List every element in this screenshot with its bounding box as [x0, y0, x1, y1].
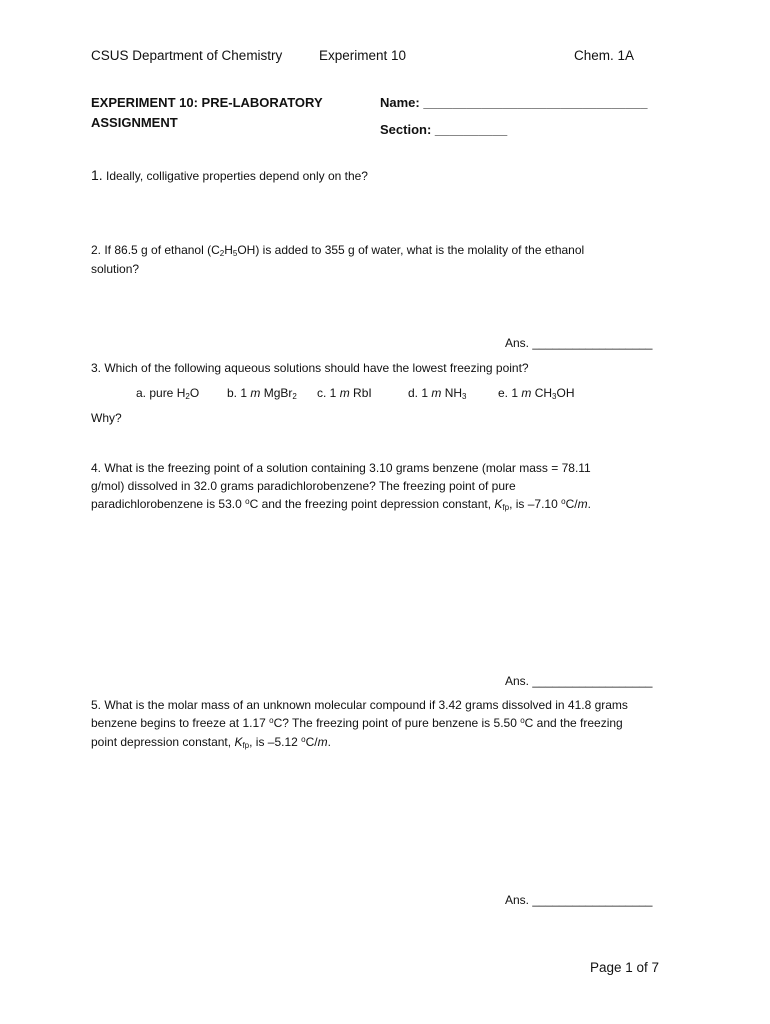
q4-l3-e: .: [587, 497, 591, 511]
q2-mid-1: H: [224, 243, 233, 257]
answer-blank-2[interactable]: Ans. __________________: [505, 336, 653, 350]
question-5-line-3: [91, 733, 331, 752]
q3-d-text: d. 1: [408, 386, 432, 400]
question-2-line-1: [91, 241, 584, 260]
q3-a-sub: 2: [185, 392, 190, 401]
q3-a-end: O: [189, 386, 200, 400]
header-department: CSUS Department of Chemistry: [91, 48, 283, 63]
q3-e-end: CH: [531, 386, 553, 400]
question-3: 3. Which of the following aqueous solutions should have the lowest freezing point?: [91, 361, 529, 375]
q4-deg-2: o: [561, 497, 566, 506]
q3-e-unit: m: [521, 386, 532, 400]
q5-deg-3: o: [301, 735, 306, 744]
q3-c-text: c. 1: [317, 386, 340, 400]
q3-e-text: e. 1: [498, 386, 522, 400]
q2-prefix: 2. If 86.5 g of ethanol (C: [91, 243, 220, 257]
question-3-why: Why?: [91, 411, 122, 425]
q3-d-end: NH: [441, 386, 463, 400]
question-1: [91, 166, 368, 186]
q3-c-unit: m: [339, 386, 350, 400]
q5-l2-a: benzene begins to freeze at 1.17: [91, 716, 270, 730]
q2-mid-2: OH) is added to 355 g of water, what is the molality of the ethanol: [237, 243, 585, 257]
q4-l3-d: C/: [565, 497, 578, 511]
q3-c-end: RbI: [349, 386, 372, 400]
q3-option-c: [317, 384, 372, 403]
q3-b-text: b. 1: [227, 386, 251, 400]
q5-l3-b: , is –5.12: [249, 735, 302, 749]
q3-option-e: [498, 384, 574, 403]
q5-unit: m: [317, 735, 328, 749]
q4-deg-1: o: [245, 497, 250, 506]
page-number: Page 1 of 7: [590, 960, 660, 975]
q3-e-sub: 3: [552, 392, 557, 401]
q5-deg-2: o: [520, 716, 525, 725]
q5-l3-d: .: [327, 735, 331, 749]
q5-l2-b: C? The freezing point of pure benzene is 5.50: [273, 716, 521, 730]
question-4-line-1: 4. What is the freezing point of a solution containing 3.10 grams benzene (molar mass = 78.11: [91, 461, 591, 475]
section-field[interactable]: Section: __________: [380, 122, 508, 137]
q3-b-end: MgBr: [260, 386, 293, 400]
q4-unit: m: [577, 497, 588, 511]
q5-k-sub: fp: [242, 741, 250, 750]
q3-d-sub: 3: [462, 392, 467, 401]
q2-sub-1: 2: [219, 249, 225, 258]
question-5-line-1: 5. What is the molar mass of an unknown molecular compound if 3.42 grams dissolved in 41.8 grams: [91, 698, 628, 712]
q3-option-b: [227, 384, 297, 403]
q5-l2-c: C and the freezing: [524, 716, 623, 730]
q3-b-sub: 2: [292, 392, 297, 401]
q4-l3-b: C and the freezing point depression constant,: [249, 497, 495, 511]
header-experiment: Experiment 10: [319, 48, 407, 63]
question-4-line-2: g/mol) dissolved in 32.0 grams paradichlorobenzene? The freezing point of pure: [91, 479, 516, 493]
q5-l3-a: point depression constant,: [91, 735, 235, 749]
q3-d-unit: m: [431, 386, 442, 400]
question-5-line-2: [91, 714, 623, 733]
header-course: Chem. 1A: [574, 48, 635, 63]
q2-sub-2: 5: [232, 249, 238, 258]
answer-blank-4[interactable]: Ans. __________________: [505, 674, 653, 688]
q5-l3-c: C/: [305, 735, 318, 749]
q3-option-a: [136, 384, 199, 403]
q4-k-sub: fp: [502, 503, 510, 512]
q3-option-d: [408, 384, 466, 403]
question-2-line-2: solution?: [91, 262, 140, 276]
q4-l3-a: paradichlorobenzene is 53.0: [91, 497, 246, 511]
question-1-text: Ideally, colligative properties depend only on the?: [106, 169, 368, 183]
q5-deg-1: o: [269, 716, 274, 725]
q3-b-unit: m: [250, 386, 261, 400]
q3-e-tail: OH: [556, 386, 575, 400]
q5-k: K: [234, 735, 243, 749]
q3-a-text: a. pure H: [136, 386, 186, 400]
title-line-2: ASSIGNMENT: [91, 115, 178, 130]
q4-k: K: [494, 497, 503, 511]
question-4-line-3: [91, 495, 591, 514]
q4-l3-c: , is –7.10: [509, 497, 562, 511]
answer-blank-5[interactable]: Ans. __________________: [505, 893, 653, 907]
question-1-number: 1.: [91, 167, 103, 183]
title-line-1: EXPERIMENT 10: PRE-LABORATORY: [91, 95, 323, 110]
name-field[interactable]: Name: _______________________________: [380, 95, 648, 110]
